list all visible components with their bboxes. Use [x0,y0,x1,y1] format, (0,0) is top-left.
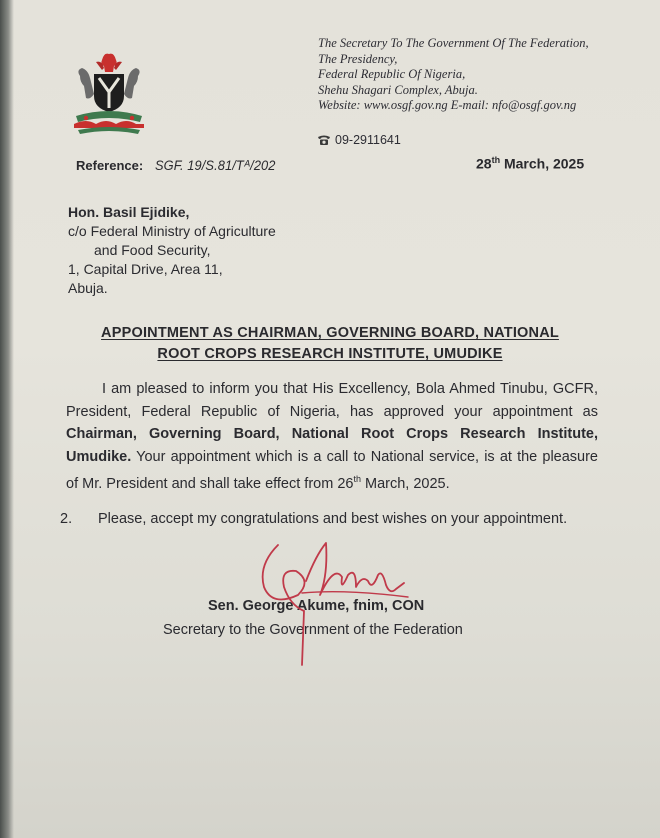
p1-mid: Your appointment which is a call to National service, is at the pleasure of Mr. President and shall take effect from 26 [66,448,598,492]
recipient-block [68,203,276,298]
body-paragraph-2 [60,511,600,527]
p1-start: I am pleased to inform you that His Excellency, Bola Ahmed Tinubu, GCFR, President, Federal Republic of Nigeria, has approved your appointment as [66,381,598,420]
nigeria-coat-of-arms-icon [66,46,152,138]
date-rest: March, 2025 [500,155,585,172]
reference-label: Reference: [76,158,144,173]
recipient-line: Abuja. [68,280,108,296]
signatory-name: Sen. George Akume, fnim, CON [208,598,425,614]
letter-date [476,155,584,172]
recipient-name: Hon. Basil Ejidike, [68,204,190,220]
page-edge-shadow [0,0,14,838]
phone-number: 09-2911641 [335,133,401,147]
subject-line-2: ROOT CROPS RESEARCH INSTITUTE, UMUDIKE [157,346,503,362]
reference-number: SGF. 19/S.81/Tᴬ/202 [155,158,276,173]
handwritten-signature [244,535,424,670]
letterhead-address [318,36,589,114]
body-paragraph-1 [66,378,598,495]
p1-sup: th [353,474,361,484]
date-day: 28 [476,155,492,172]
address-line: The Secretary To The Government Of The Federation, [318,36,589,50]
paragraph-number: 2. [60,511,73,527]
telephone-icon [317,134,331,146]
recipient-line: c/o Federal Ministry of Agriculture [68,223,276,239]
recipient-line: and Food Security, [94,242,211,258]
address-line: Federal Republic Of Nigeria, [318,67,466,81]
p1-bold: Chairman, Governing Board, National Root Crops Research Institute, Umudike. [66,426,598,465]
letterhead-phone [317,133,401,147]
address-line: Shehu Shagari Complex, Abuja. [318,82,478,97]
address-line: The Presidency, [318,51,398,66]
p2-text: Please, accept my congratulations and best wishes on your appointment. [98,511,568,527]
address-line: Website: www.osgf.gov.ng E-mail: nfo@osgf.gov.ng [318,98,577,112]
recipient-line: 1, Capital Drive, Area 11, [68,261,223,277]
subject-line-1: APPOINTMENT AS CHAIRMAN, GOVERNING BOARD, NATIONAL [101,325,559,341]
letter-subject [0,323,660,365]
reference-line [76,158,282,173]
date-suffix: th [491,155,501,165]
p1-end: March, 2025. [360,475,450,492]
signatory-title: Secretary to the Government of the Federation [163,622,463,638]
